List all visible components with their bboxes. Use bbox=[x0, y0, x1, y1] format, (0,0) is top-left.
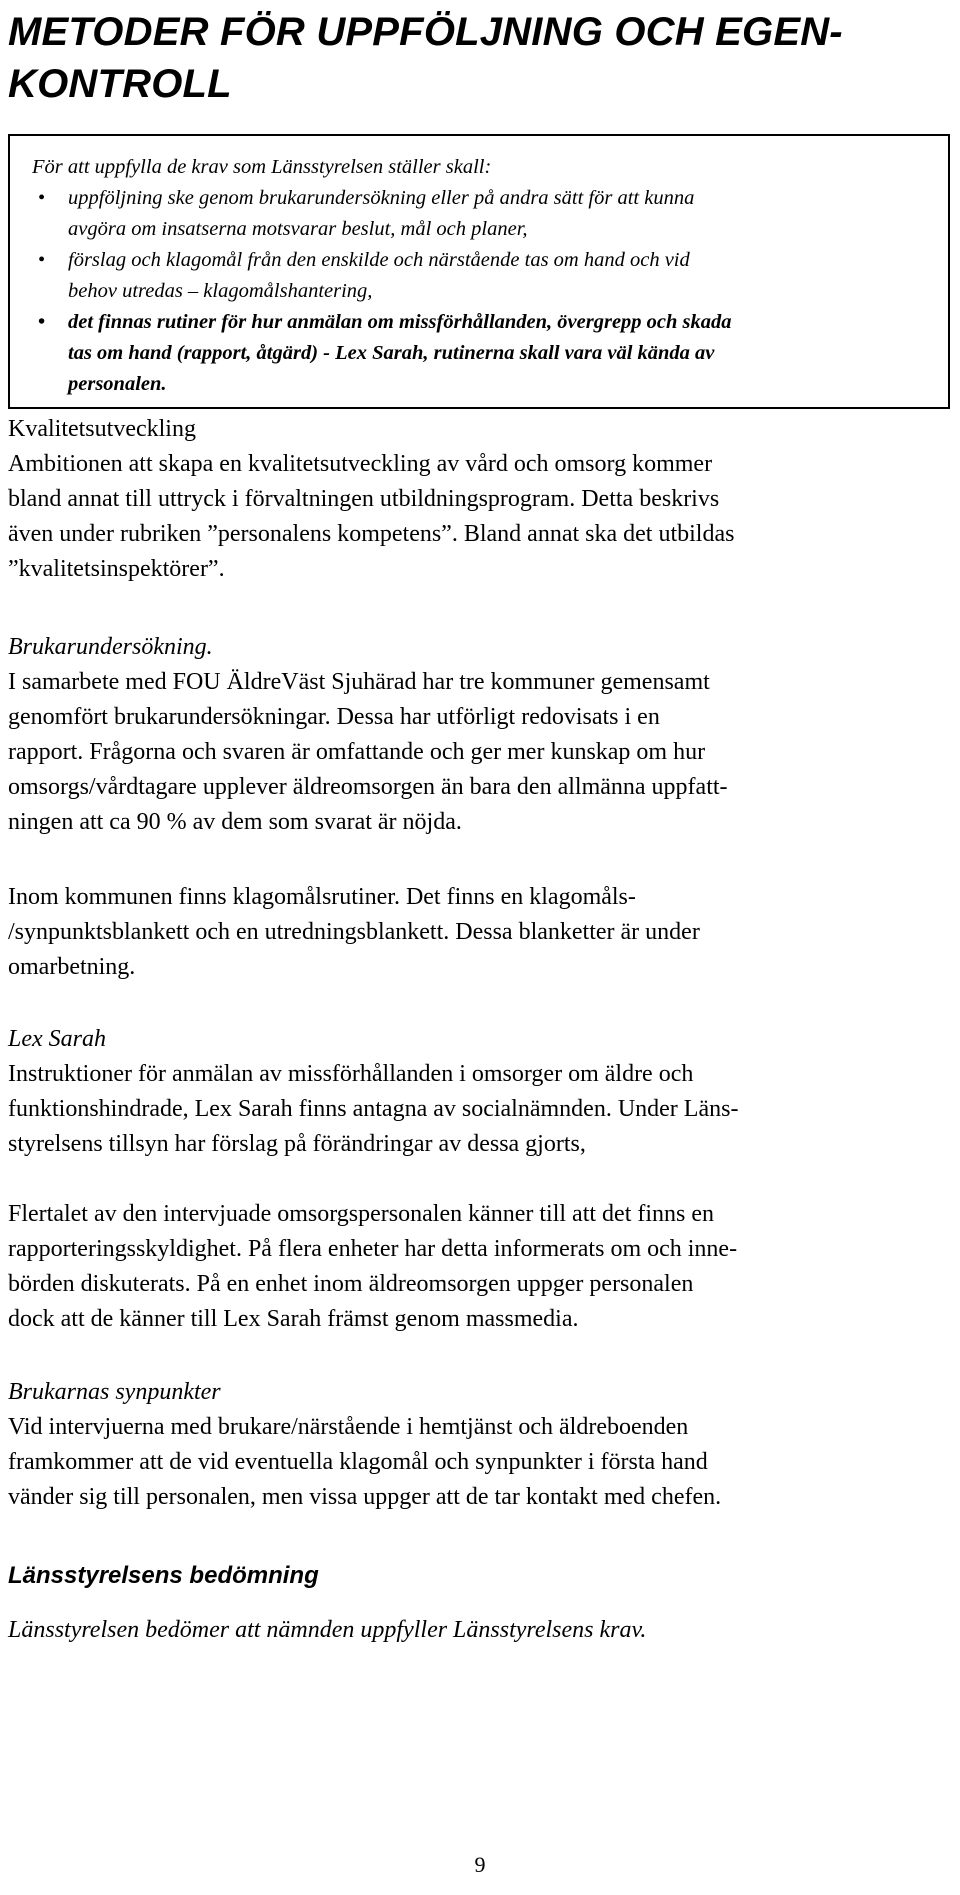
page-title-line-1: METODER FÖR UPPFÖLJNING OCH EGEN- bbox=[8, 10, 843, 54]
page-title-line-2: KONTROLL bbox=[8, 62, 232, 106]
section-lansstyrelsens-bedomning bbox=[8, 1558, 953, 1648]
assessment-text: Länsstyrelsen bedömer att nämnden uppfyller Länsstyrelsens krav. bbox=[8, 1617, 647, 1643]
section-flertalet bbox=[8, 1197, 953, 1337]
section-heading: Länsstyrelsens bedömning bbox=[8, 1562, 319, 1589]
section-heading: Brukarnas synpunkter bbox=[8, 1379, 221, 1405]
bullet-icon: • bbox=[38, 249, 46, 271]
section-lex-sarah bbox=[8, 1022, 953, 1162]
section-body: Inom kommunen finns klagomålsrutiner. Det finns en klagomåls- /synpunktsblankett och en utredningsblankett. Dessa blanketter är under omarbetning. bbox=[8, 884, 700, 980]
section-body: Instruktioner för anmälan av missförhållanden i omsorger om äldre och funktionshindrade, Lex Sarah finns antagna av socialnämnden. Under Läns- styrelsens tillsyn har förslag på förändringar av dessa gjorts, bbox=[8, 1061, 739, 1157]
section-heading: Lex Sarah bbox=[8, 1026, 106, 1052]
section-klagomal bbox=[8, 880, 953, 985]
section-kvalitetsutveckling bbox=[8, 412, 953, 587]
section-brukarnas-synpunkter bbox=[8, 1375, 953, 1515]
section-heading: Kvalitetsutveckling bbox=[8, 416, 196, 442]
requirements-box bbox=[8, 134, 950, 409]
requirement-item: • förslag och klagomål från den enskilde och närstående tas om hand och vid behov utredas – klagomålshantering, bbox=[32, 245, 934, 307]
section-brukarundersokning bbox=[8, 630, 953, 840]
section-heading: Brukarundersökning. bbox=[8, 634, 213, 660]
section-body: Flertalet av den intervjuade omsorgspersonalen känner till att det finns en rapporteringsskyldighet. På flera enheter har detta informerats om och inne- börden diskuterats. På en enhet inom äldreomsorgen uppger personalen dock att de känner till Lex Sarah främst genom massmedia. bbox=[8, 1201, 738, 1332]
requirements-intro: För att uppfylla de krav som Länsstyrelsen ställer skall: bbox=[32, 156, 492, 178]
bullet-icon: • bbox=[38, 187, 46, 209]
bullet-icon: • bbox=[38, 311, 46, 333]
section-body: Ambitionen att skapa en kvalitetsutveckling av vård och omsorg kommer bland annat till uttryck i förvaltningen utbildningsprogram. Detta beskrivs även under rubriken ”personalens kompetens”. Bland annat ska det utbildas ”kvalitetsinspektörer”. bbox=[8, 451, 735, 582]
requirement-item: • uppföljning ske genom brukarundersökning eller på andra sätt för att kunna avgöra om insatserna motsvarar beslut, mål och planer, bbox=[32, 183, 934, 245]
section-body: I samarbete med FOU ÄldreVäst Sjuhärad har tre kommuner gemensamt genomfört brukarundersökningar. Dessa har utförligt redovisats i en rapport. Frågorna och svaren är omfattande och ger mer kunskap om hur omsorgs/vårdtagare upplever äldreomsorgen än bara den allmänna uppfatt- ningen att ca 90 % av dem som svarat är nöjda. bbox=[8, 669, 728, 835]
page-title bbox=[8, 6, 908, 110]
requirements-list bbox=[32, 183, 934, 400]
section-body: Vid intervjuerna med brukare/närstående i hemtjänst och äldreboenden framkommer att de vid eventuella klagomål och synpunkter i första hand vänder sig till personalen, men vissa uppger att de tar kontakt med chefen. bbox=[8, 1414, 722, 1510]
page-number: 9 bbox=[474, 1852, 486, 1877]
requirement-item: • det finnas rutiner för hur anmälan om missförhållanden, övergrepp och skada tas om hand (rapport, åtgärd) - Lex Sarah, rutinerna skall vara väl kända av personalen. bbox=[32, 307, 934, 400]
